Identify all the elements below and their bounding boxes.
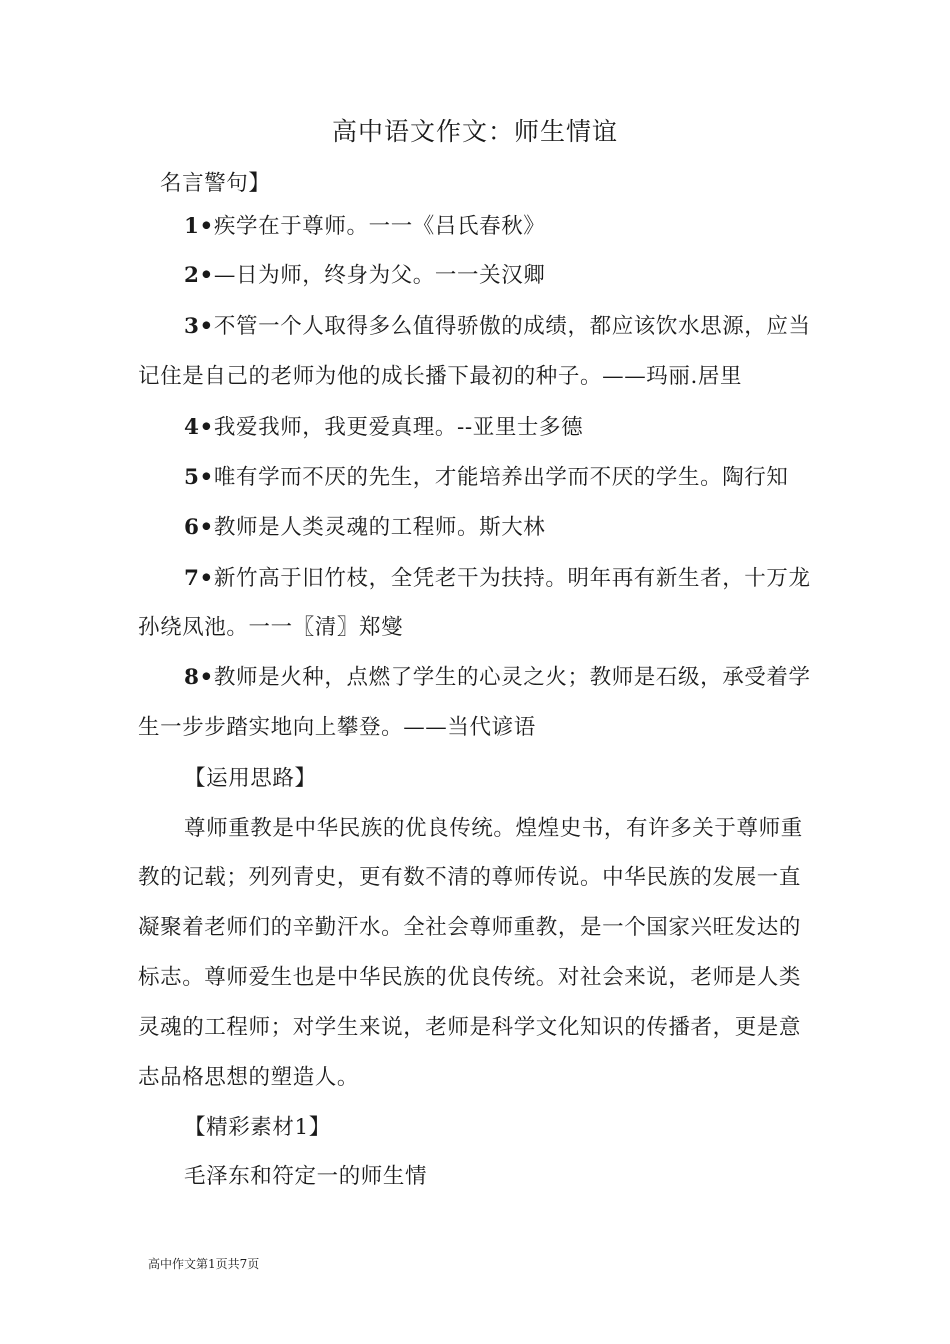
- usage-paragraph-line: 尊师重教是中华民族的优良传统。煌煌史书，有许多关于尊师重: [184, 816, 803, 841]
- material-heading: 【精彩素材1】: [184, 1115, 331, 1140]
- quote-3: [184, 311, 811, 343]
- page-footer: 高中作文第1页共7页: [148, 1257, 260, 1271]
- quote-text: 疾学在于尊师。一一《吕氏春秋》: [213, 214, 546, 239]
- quote-text: 新竹高于旧竹枝，全凭老干为扶持。明年再有新生者，十万龙: [213, 566, 811, 591]
- quote-7-continuation: 孙绕凤池。一一〖清〗郑燮: [138, 615, 404, 640]
- quote-text: 唯有学而不厌的先生，才能培养出学而不厌的学生。陶行知: [213, 465, 789, 490]
- quote-number: 4•: [184, 415, 214, 440]
- quotes-heading: 名言警句】: [160, 171, 271, 196]
- quote-8: [184, 662, 811, 694]
- quote-1: [184, 211, 545, 243]
- quote-number: 7•: [184, 566, 214, 591]
- usage-paragraph-line: 教的记载；列列青史，更有数不清的尊师传说。中华民族的发展一直: [138, 865, 802, 890]
- quote-3-continuation: 记住是自己的老师为他的成长播下最初的种子。——玛丽.居里: [138, 364, 743, 389]
- quote-text: 我爱我师，我更爱真理。--亚里士多德: [213, 415, 584, 440]
- quote-number: 5•: [184, 465, 214, 490]
- quote-7: [184, 563, 811, 595]
- usage-paragraph-line: 标志。尊师爱生也是中华民族的优良传统。对社会来说，老师是人类: [138, 965, 802, 990]
- quote-number: 1•: [184, 214, 214, 239]
- quote-number: 6•: [184, 515, 214, 540]
- quote-8-continuation: 生一步步踏实地向上攀登。——当代谚语: [138, 715, 536, 740]
- usage-paragraph-line: 志品格思想的塑造人。: [138, 1065, 360, 1090]
- quote-text: 不管一个人取得多么值得骄傲的成绩，都应该饮水思源，应当: [213, 314, 811, 339]
- quote-text: 教师是火种，点燃了学生的心灵之火；教师是石级，承受着学: [213, 665, 811, 690]
- quote-6: [184, 512, 545, 544]
- usage-heading: 【运用思路】: [184, 766, 317, 791]
- quote-2: [184, 260, 545, 292]
- material-title: 毛泽东和符定一的师生情: [184, 1164, 428, 1189]
- quote-number: 3•: [184, 314, 214, 339]
- quote-text: —日为师，终身为父。一一关汉卿: [213, 263, 546, 288]
- quote-4: [184, 412, 583, 444]
- quote-5: [184, 462, 789, 494]
- quote-number: 8•: [184, 665, 214, 690]
- page-title: 高中语文作文：师生情谊: [331, 117, 618, 146]
- usage-paragraph-line: 凝聚着老师们的辛勤汗水。全社会尊师重教，是一个国家兴旺发达的: [138, 915, 802, 940]
- quote-text: 教师是人类灵魂的工程师。斯大林: [213, 515, 546, 540]
- usage-paragraph-line: 灵魂的工程师；对学生来说，老师是科学文化知识的传播者，更是意: [138, 1015, 802, 1040]
- quote-number: 2•: [184, 263, 214, 288]
